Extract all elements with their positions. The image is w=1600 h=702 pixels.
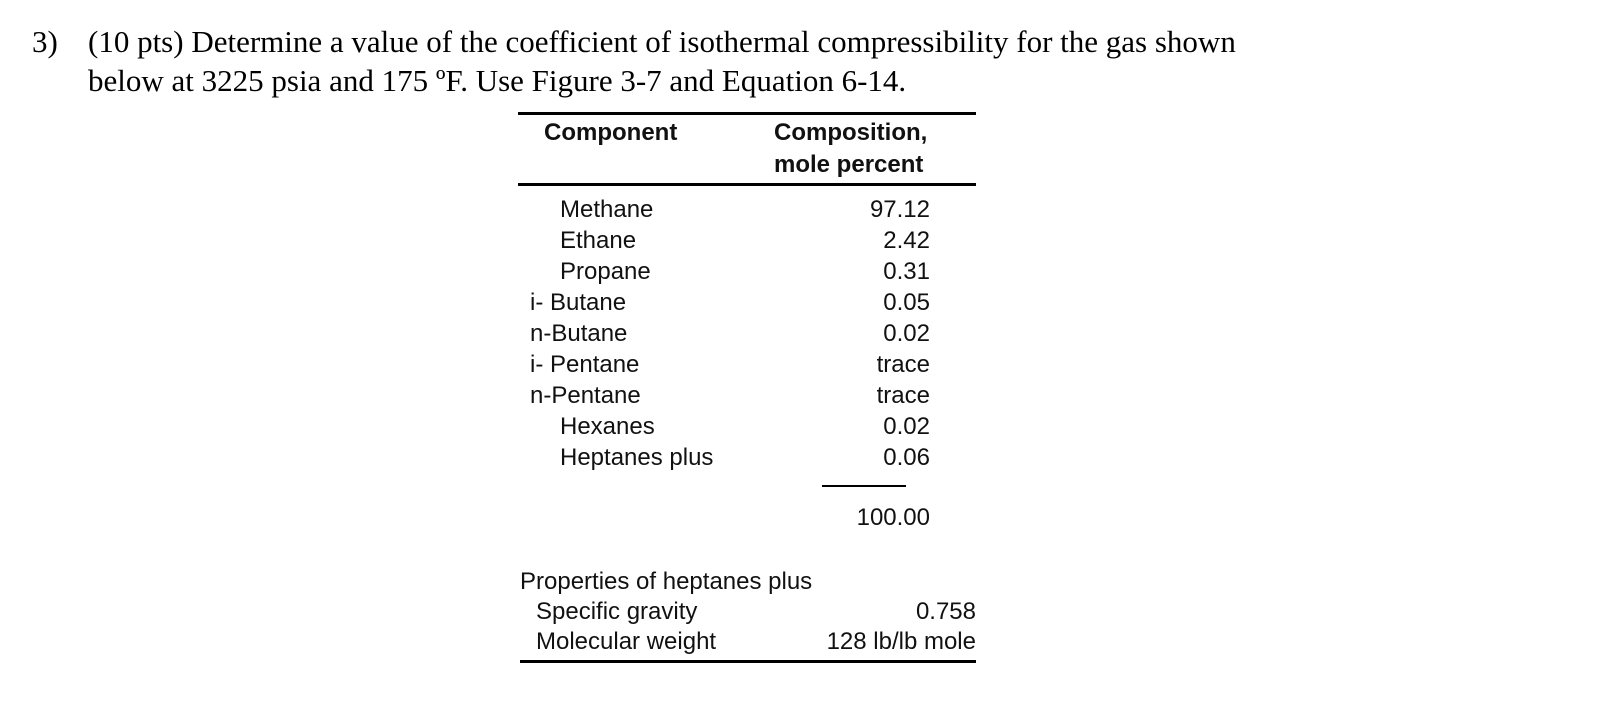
header-composition-line1: Composition, [774,119,928,146]
composition-value: 0.05 [883,289,930,316]
total-value: 100.00 [856,504,930,531]
component-name: Propane [560,258,651,285]
table-top-rule [518,112,976,115]
question-line-2: below at 3225 psia and 175 ºF. Use Figure 3-7 and Equation 6-14. [88,63,907,98]
table-row [530,287,930,319]
specific-gravity-label: Specific gravity [536,598,698,625]
total-rule [822,485,906,487]
table-row [530,225,930,257]
composition-value: 0.02 [883,320,930,347]
composition-value: trace [876,382,930,409]
component-name: Ethane [560,227,637,254]
specific-gravity-value: 0.758 [915,598,976,625]
question-text [32,22,1572,100]
composition-value: 0.02 [883,413,930,440]
table-row [530,380,930,412]
molecular-weight-label: Molecular weight [536,628,717,655]
table-header-rule [518,183,976,186]
component-name: i- Butane [530,289,627,316]
molecular-weight-value: 128 lb/lb mole [826,628,976,655]
component-name: Methane [560,196,654,223]
question-number: 3) [32,24,58,59]
question-line-1: (10 pts) Determine a value of the coefficient of isothermal compressibility for the gas shown [88,24,1236,59]
composition-value: 0.06 [883,444,930,471]
table-row [530,256,930,288]
component-name: n-Pentane [530,382,641,409]
component-name: n-Butane [530,320,628,347]
composition-value: trace [876,351,930,378]
table-row [530,442,930,474]
table-row [530,349,930,381]
component-name: Heptanes plus [560,444,714,471]
table-row [530,194,930,226]
component-name: Hexanes [560,413,655,440]
component-name: i- Pentane [530,351,640,378]
table-bottom-rule [520,660,976,663]
header-composition-line2: mole percent [774,151,924,178]
table-row [530,411,930,443]
properties-title: Properties of heptanes plus [520,568,813,595]
table-row [530,318,930,350]
composition-value: 97.12 [869,196,930,223]
composition-value: 2.42 [883,227,930,254]
composition-value: 0.31 [883,258,930,285]
header-component: Component [544,119,678,146]
